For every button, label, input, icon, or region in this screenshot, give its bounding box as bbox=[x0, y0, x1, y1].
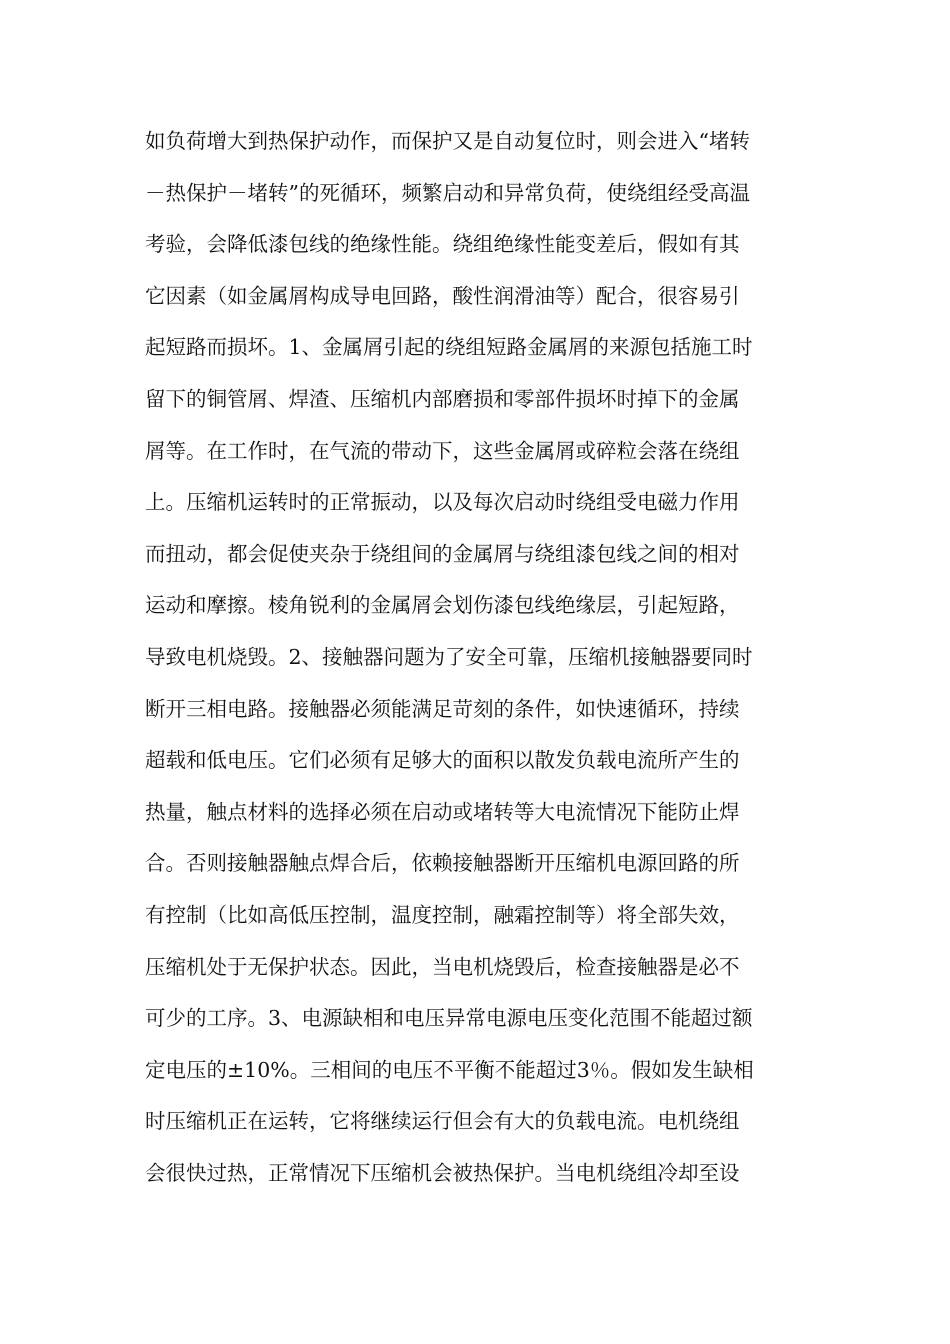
text-line: 有控制（比如高低压控制，温度控制，融霜控制等）将全部失效， bbox=[145, 902, 740, 927]
text-line: 导致电机烧毁。2、接触器问题为了安全可靠，压缩机接触器要同时 bbox=[145, 644, 753, 669]
text-line: 合。否则接触器触点焊合后，依赖接触器断开压缩机电源回路的所 bbox=[145, 851, 740, 876]
text-line: 起短路而损坏。1、金属屑引起的绕组短路金属屑的来源包括施工时 bbox=[145, 335, 753, 360]
text-line: 运动和摩擦。棱角锐利的金属屑会划伤漆包线绝缘层，引起短路， bbox=[145, 593, 740, 618]
text-line: 如负荷增大到热保护动作，而保护又是自动复位时，则会进入“堵转 bbox=[145, 129, 750, 153]
text-line: 时压缩机正在运转，它将继续运行但会有大的负载电流。电机绕组 bbox=[145, 1109, 740, 1134]
text-line: 上。压缩机运转时的正常振动，以及每次启动时绕组受电磁力作用 bbox=[145, 490, 740, 515]
text-line: 考验，会降低漆包线的绝缘性能。绕组绝缘性能变差后，假如有其 bbox=[145, 232, 740, 257]
text-line: 可少的工序。3、电源缺相和电压异常电源电压变化范围不能超过额 bbox=[145, 1006, 753, 1031]
text-line: －热保护－堵转”的死循环，频繁启动和异常负荷，使绕组经受高温 bbox=[145, 180, 750, 205]
text-line: 热量，触点材料的选择必须在启动或堵转等大电流情况下能防止焊 bbox=[145, 799, 740, 824]
text-line: 定电压的±10%。三相间的电压不平衡不能超过3％。假如发生缺相 bbox=[145, 1057, 754, 1082]
text-line: 屑等。在工作时，在气流的带动下，这些金属屑或碎粒会落在绕组 bbox=[145, 438, 740, 463]
document-body bbox=[145, 116, 815, 1199]
text-line: 而扭动，都会促使夹杂于绕组间的金属屑与绕组漆包线之间的相对 bbox=[145, 541, 740, 566]
text-line: 留下的铜管屑、焊渣、压缩机内部磨损和零部件损坏时掉下的金属 bbox=[145, 386, 740, 411]
text-line: 会很快过热，正常情况下压缩机会被热保护。当电机绕组冷却至设 bbox=[145, 1160, 740, 1185]
text-line: 超载和低电压。它们必须有足够大的面积以散发负载电流所产生的 bbox=[145, 748, 740, 773]
text-line: 断开三相电路。接触器必须能满足苛刻的条件，如快速循环，持续 bbox=[145, 696, 740, 721]
text-line: 压缩机处于无保护状态。因此，当电机烧毁后，检查接触器是必不 bbox=[145, 954, 740, 979]
text-line: 它因素（如金属屑构成导电回路，酸性润滑油等）配合，很容易引 bbox=[145, 283, 740, 308]
